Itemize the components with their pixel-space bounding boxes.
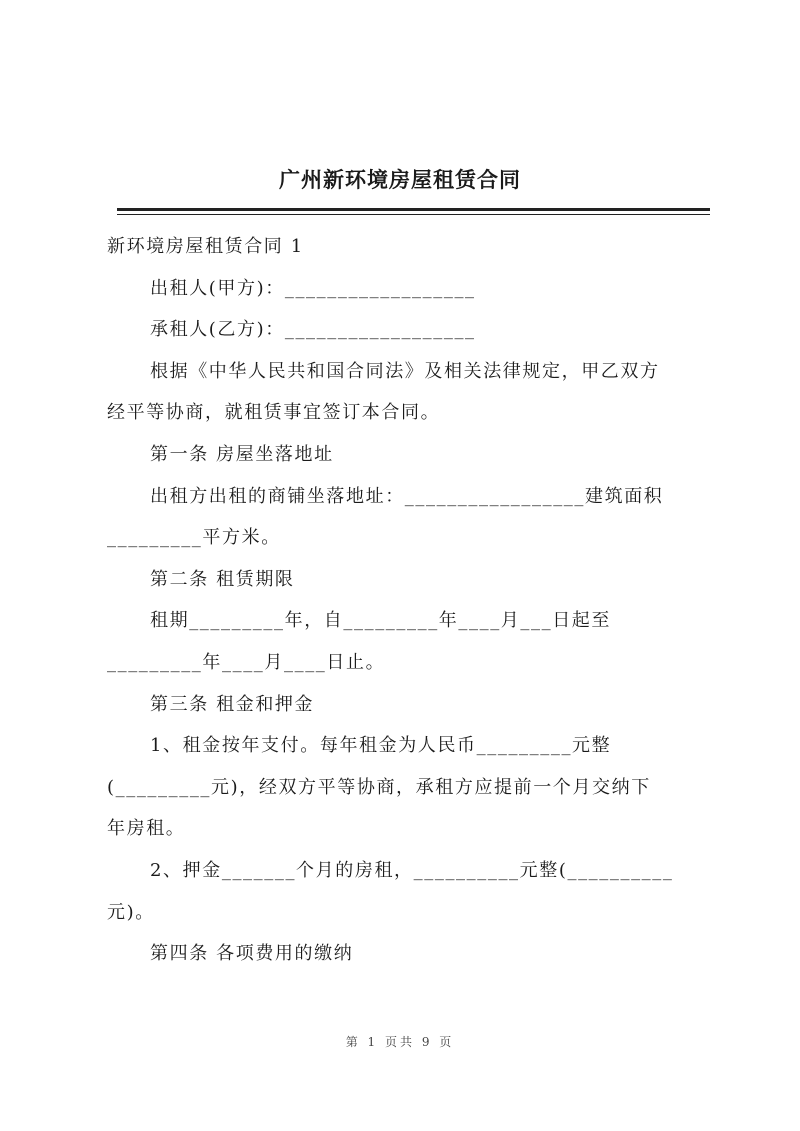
document-line: _________年____月____日止。: [107, 651, 386, 673]
document-line: 2、押金_______个月的房租，__________元整(__________: [150, 859, 674, 881]
document-line: _________平方米。: [107, 527, 281, 549]
title-divider-thin: [117, 214, 710, 215]
document-body: [107, 226, 707, 975]
document-line: 第二条 租赁期限: [150, 568, 295, 590]
document-line: 出租人(甲方)：__________________: [150, 277, 476, 299]
document-line: 年房租。: [107, 818, 186, 840]
document-line: 根据《中华人民共和国合同法》及相关法律规定，甲乙双方: [150, 360, 660, 382]
document-line: 第一条 房屋坐落地址: [150, 443, 334, 465]
page-footer: 第 1 页共 9 页: [345, 1035, 455, 1049]
document-line: (_________元)，经双方平等协商，承租方应提前一个月交纳下: [107, 776, 651, 798]
document-line: 元)。: [107, 901, 155, 923]
document-line: 新环境房屋租赁合同 1: [107, 236, 304, 257]
document-line: 第三条 租金和押金: [150, 693, 315, 715]
document-line: 出租方出租的商铺坐落地址：_________________建筑面积: [150, 485, 664, 507]
document-line: 经平等协商，就租赁事宜签订本合同。: [107, 402, 441, 424]
document-title: 广州新环境房屋租赁合同: [279, 168, 521, 192]
title-divider-thick: [117, 208, 710, 211]
document-line: 租期_________年，自_________年____月___日起至: [150, 610, 611, 632]
document-line: 承租人(乙方)：__________________: [150, 319, 476, 341]
document-line: 第四条 各项费用的缴纳: [150, 943, 354, 965]
document-line: 1、租金按年支付。每年租金为人民币_________元整: [150, 735, 612, 757]
